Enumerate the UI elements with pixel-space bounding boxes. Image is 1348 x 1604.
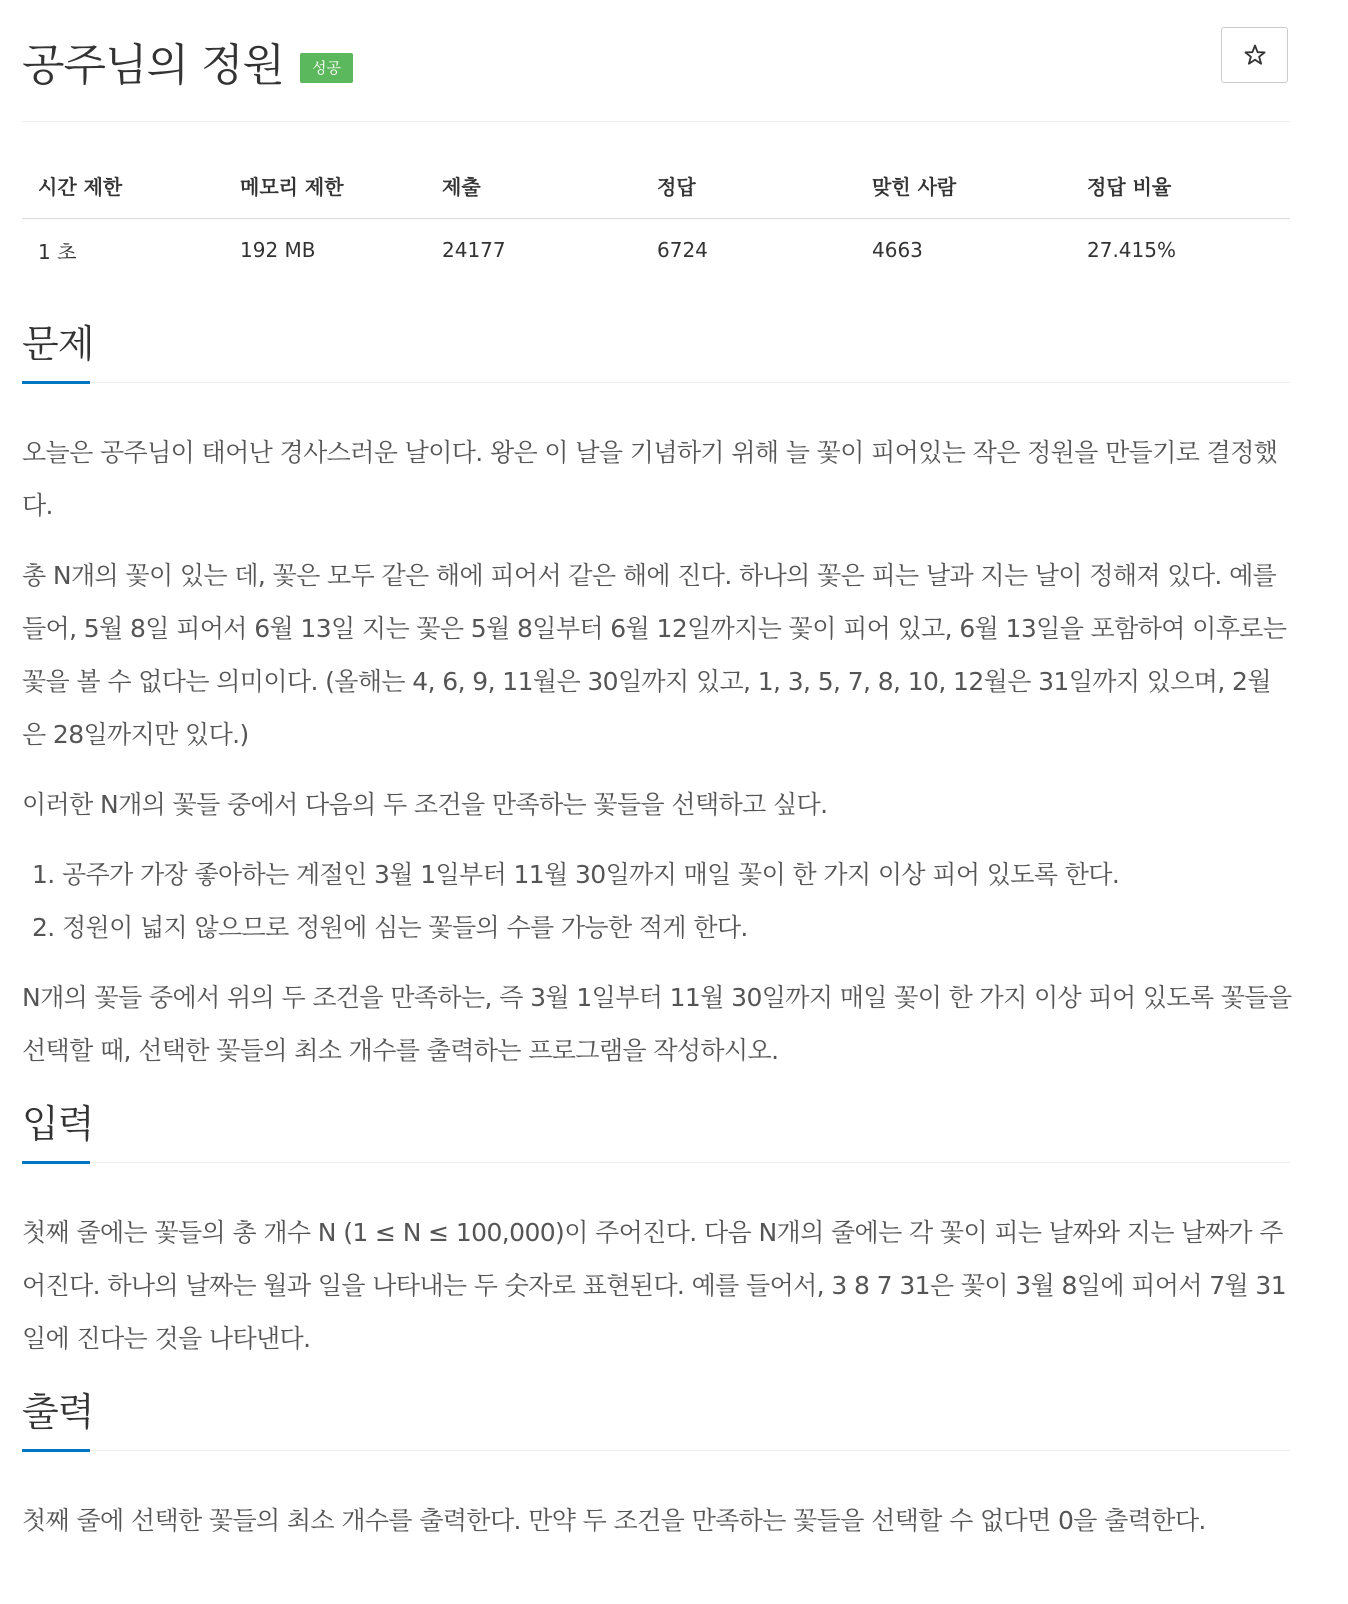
problem-paragraph: 총 N개의 꽃이 있는 데, 꽃은 모두 같은 해에 피어서 같은 해에 진다. 하나의 꽃은 피는 날과 지는 날이 정해져 있다. 예를 들어, 5월 8일 피어서 6월 13일 지는 꽃은 5월 8일부터 6월 12일까지는 꽃이 피어 있고, 6월 13일을 포함하여 이후로는 꽃을 볼 수 없다는 의미이다. (올해는 4, 6, 9, 11월은 30일까지 있고, 1, 3, 5, 7, 8, 10, 12월은 31일까지 있으며, 2월은 28일까지만 있다.): [22, 561, 1287, 749]
input-description: [22, 1206, 1292, 1382]
list-item: 1. 공주가 가장 좋아하는 계절인 3월 1일부터 11월 30일까지 매일 꽃이 한 가지 이상 피어 있도록 한다.: [62, 848, 1292, 901]
table-row: [22, 219, 1290, 282]
favorite-button[interactable]: [1221, 27, 1288, 83]
heading-underline: [22, 381, 90, 384]
solved-users-value: 4663: [872, 238, 923, 262]
page-title: 공주님의 정원: [22, 40, 285, 91]
problem-description: [22, 426, 1292, 1094]
output-description: [22, 1494, 1292, 1564]
conditions-list: [22, 848, 1292, 954]
output-section-heading: [22, 1388, 1290, 1451]
status-badge: 성공: [300, 53, 353, 83]
heading-underline: [22, 1161, 90, 1164]
problem-section-heading: [22, 320, 1290, 383]
problem-heading-text: 문제: [22, 322, 94, 366]
problem-paragraph: 오늘은 공주님이 태어난 경사스러운 날이다. 왕은 이 날을 기념하기 위해 늘 꽃이 피어있는 작은 정원을 만들기로 결정했다.: [22, 438, 1278, 520]
problem-paragraph: N개의 꽃들 중에서 위의 두 조건을 만족하는, 즉 3월 1일부터 11월 30일까지 매일 꽃이 한 가지 이상 피어 있도록 꽃들을 선택할 때, 선택한 꽃들의 최소 개수를 출력하는 프로그램을 작성하시오.: [22, 983, 1292, 1065]
submissions-value: 24177: [442, 238, 506, 262]
table-header-row: [22, 152, 1290, 219]
input-paragraph: 첫째 줄에는 꽃들의 총 개수 N (1 ≤ N ≤ 100,000)이 주어진다. 다음 N개의 줄에는 각 꽃이 피는 날짜와 지는 날짜가 주어진다. 하나의 날짜는 월과 일을 나타내는 두 숫자로 표현된다. 예를 들어서, 3 8 7 31은 꽃이 3월 8일에 피어서 7월 31일에 진다는 것을 나타낸다.: [22, 1218, 1287, 1353]
accept-ratio-value: 27.415%: [1087, 238, 1176, 262]
header-time-limit: 시간 제한: [22, 152, 224, 219]
input-heading-text: 입력: [22, 1102, 94, 1146]
header-accept-ratio: 정답 비율: [1071, 152, 1290, 219]
star-outline-icon: [1243, 43, 1267, 67]
memory-limit-value: 192 MB: [240, 238, 316, 262]
output-heading-text: 출력: [22, 1390, 94, 1434]
heading-underline: [22, 1449, 90, 1452]
input-section-heading: [22, 1100, 1290, 1163]
header-accepted: 정답: [641, 152, 856, 219]
problem-info-table: [22, 152, 1290, 281]
header-memory-limit: 메모리 제한: [224, 152, 426, 219]
time-limit-value: 1 초: [38, 239, 77, 264]
title-row: [22, 26, 353, 96]
list-item: 2. 정원이 넓지 않으므로 정원에 심는 꽃들의 수를 가능한 적게 한다.: [62, 901, 1292, 954]
problem-paragraph: 이러한 N개의 꽃들 중에서 다음의 두 조건을 만족하는 꽃들을 선택하고 싶다.: [22, 790, 828, 819]
header-solved-users: 맞힌 사람: [856, 152, 1071, 219]
output-paragraph: 첫째 줄에 선택한 꽃들의 최소 개수를 출력한다. 만약 두 조건을 만족하는 꽃들을 선택할 수 없다면 0을 출력한다.: [22, 1506, 1206, 1535]
header-submissions: 제출: [426, 152, 641, 219]
header-divider: [22, 121, 1290, 122]
accepted-value: 6724: [657, 238, 708, 262]
